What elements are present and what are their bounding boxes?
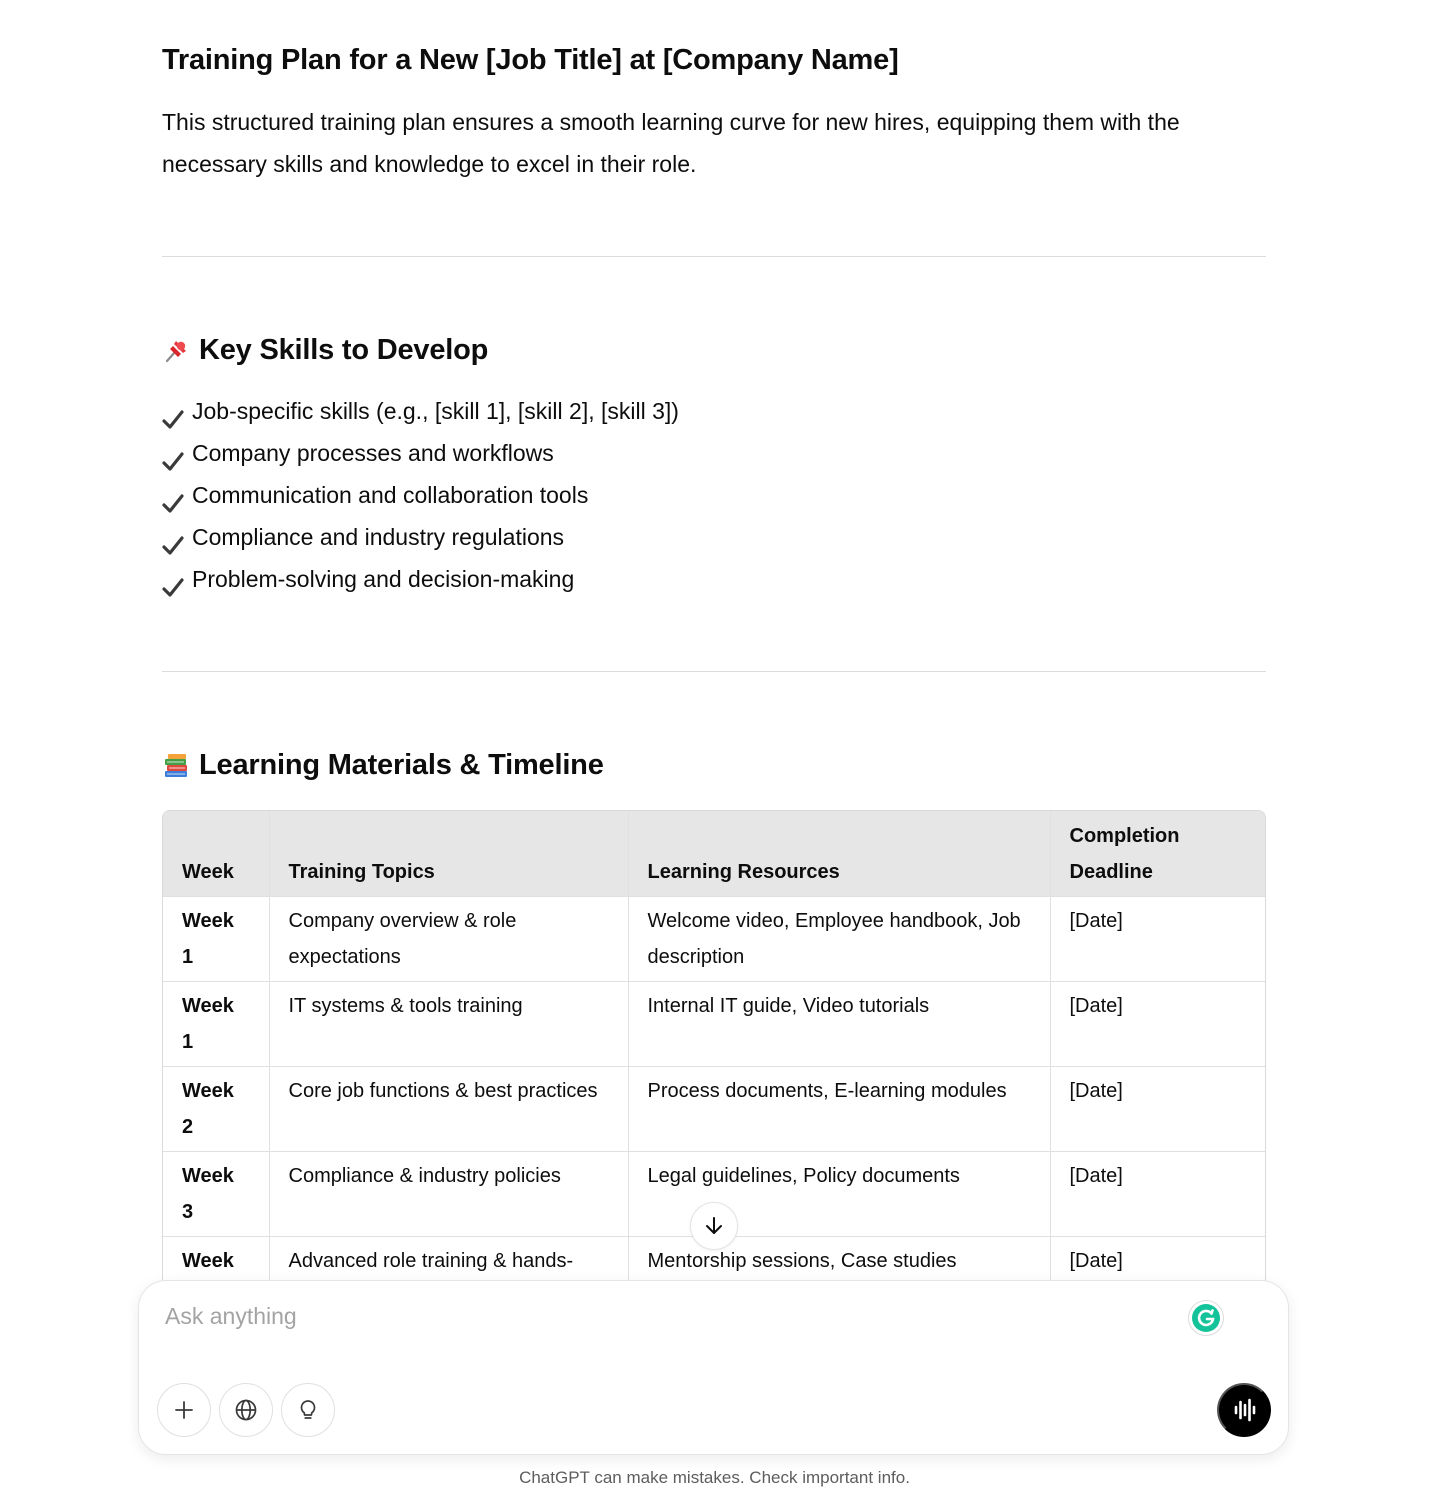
- plus-icon: [173, 1399, 195, 1421]
- topics-cell: Core job functions & best practices: [269, 1066, 628, 1151]
- disclaimer-text: ChatGPT can make mistakes. Check important info.: [519, 1468, 910, 1487]
- pushpin-icon: [162, 337, 190, 365]
- checkmark-icon: [162, 485, 184, 505]
- checkmark-icon: [162, 443, 184, 463]
- attach-button[interactable]: [157, 1383, 211, 1437]
- skill-text: Problem-solving and decision-making: [192, 566, 575, 592]
- globe-icon: [234, 1398, 258, 1422]
- materials-heading: [162, 749, 604, 782]
- resources-cell: Legal guidelines, Policy documents: [628, 1151, 1050, 1236]
- intro-paragraph: This structured training plan ensures a smooth learning curve for new hires, equipping them with the necessary skills and knowledge to excel in their role.: [162, 109, 1180, 177]
- resources-cell: Welcome video, Employee handbook, Job description: [628, 896, 1050, 981]
- skills-list: [162, 390, 679, 600]
- lightbulb-icon: [296, 1398, 320, 1422]
- arrow-down-icon: [703, 1215, 725, 1237]
- column-header: Training Topics: [269, 811, 628, 896]
- column-header: Completion Deadline: [1050, 811, 1266, 896]
- list-item: [162, 432, 679, 474]
- skill-text: Company processes and workflows: [192, 440, 554, 466]
- checkmark-icon: [162, 527, 184, 547]
- resources-cell: Internal IT guide, Video tutorials: [628, 981, 1050, 1066]
- list-item: [162, 516, 679, 558]
- table-row: [163, 981, 1266, 1066]
- skills-heading: [162, 334, 488, 367]
- resources-cell: Process documents, E-learning modules: [628, 1066, 1050, 1151]
- week-cell: Week 3: [163, 1151, 269, 1236]
- list-item: [162, 474, 679, 516]
- document-title: Training Plan for a New [Job Title] at [Company Name]: [162, 44, 899, 76]
- prompt-input[interactable]: [165, 1303, 1145, 1330]
- composer: [138, 1280, 1289, 1455]
- week-cell: Week: [163, 1236, 269, 1290]
- reason-button[interactable]: [281, 1383, 335, 1437]
- skill-text: Communication and collaboration tools: [192, 482, 589, 508]
- week-cell: Week 1: [163, 896, 269, 981]
- deadline-cell: [Date]: [1050, 1066, 1266, 1151]
- table-row: [163, 1066, 1266, 1151]
- resources-cell: Mentorship sessions, Case studies: [628, 1236, 1050, 1290]
- books-icon: [162, 752, 190, 780]
- waveform-icon: [1229, 1395, 1259, 1425]
- grammarly-icon[interactable]: [1188, 1300, 1224, 1336]
- divider: [162, 671, 1266, 672]
- materials-heading-text: Learning Materials & Timeline: [199, 749, 604, 781]
- topics-cell: Compliance & industry policies: [269, 1151, 628, 1236]
- topics-cell: Advanced role training & hands-: [269, 1236, 628, 1290]
- table-header-row: [163, 811, 1266, 896]
- week-cell: Week 2: [163, 1066, 269, 1151]
- topics-cell: IT systems & tools training: [269, 981, 628, 1066]
- skill-text: Job-specific skills (e.g., [skill 1], [skill 2], [skill 3]): [192, 398, 679, 424]
- deadline-cell: [Date]: [1050, 1151, 1266, 1236]
- voice-mode-button[interactable]: [1217, 1383, 1271, 1437]
- checkmark-icon: [162, 569, 184, 589]
- deadline-cell: [Date]: [1050, 981, 1266, 1066]
- deadline-cell: [Date]: [1050, 896, 1266, 981]
- search-web-button[interactable]: [219, 1383, 273, 1437]
- column-header: Learning Resources: [628, 811, 1050, 896]
- skills-heading-text: Key Skills to Develop: [199, 334, 489, 366]
- checkmark-icon: [162, 401, 184, 421]
- topics-cell: Company overview & role expectations: [269, 896, 628, 981]
- list-item: [162, 558, 679, 600]
- scroll-to-bottom-button[interactable]: [690, 1202, 738, 1250]
- divider: [162, 256, 1266, 257]
- list-item: [162, 390, 679, 432]
- week-cell: Week 1: [163, 981, 269, 1066]
- column-header: Week: [163, 811, 269, 896]
- skill-text: Compliance and industry regulations: [192, 524, 565, 550]
- deadline-cell: [Date]: [1050, 1236, 1266, 1290]
- table-row: [163, 896, 1266, 981]
